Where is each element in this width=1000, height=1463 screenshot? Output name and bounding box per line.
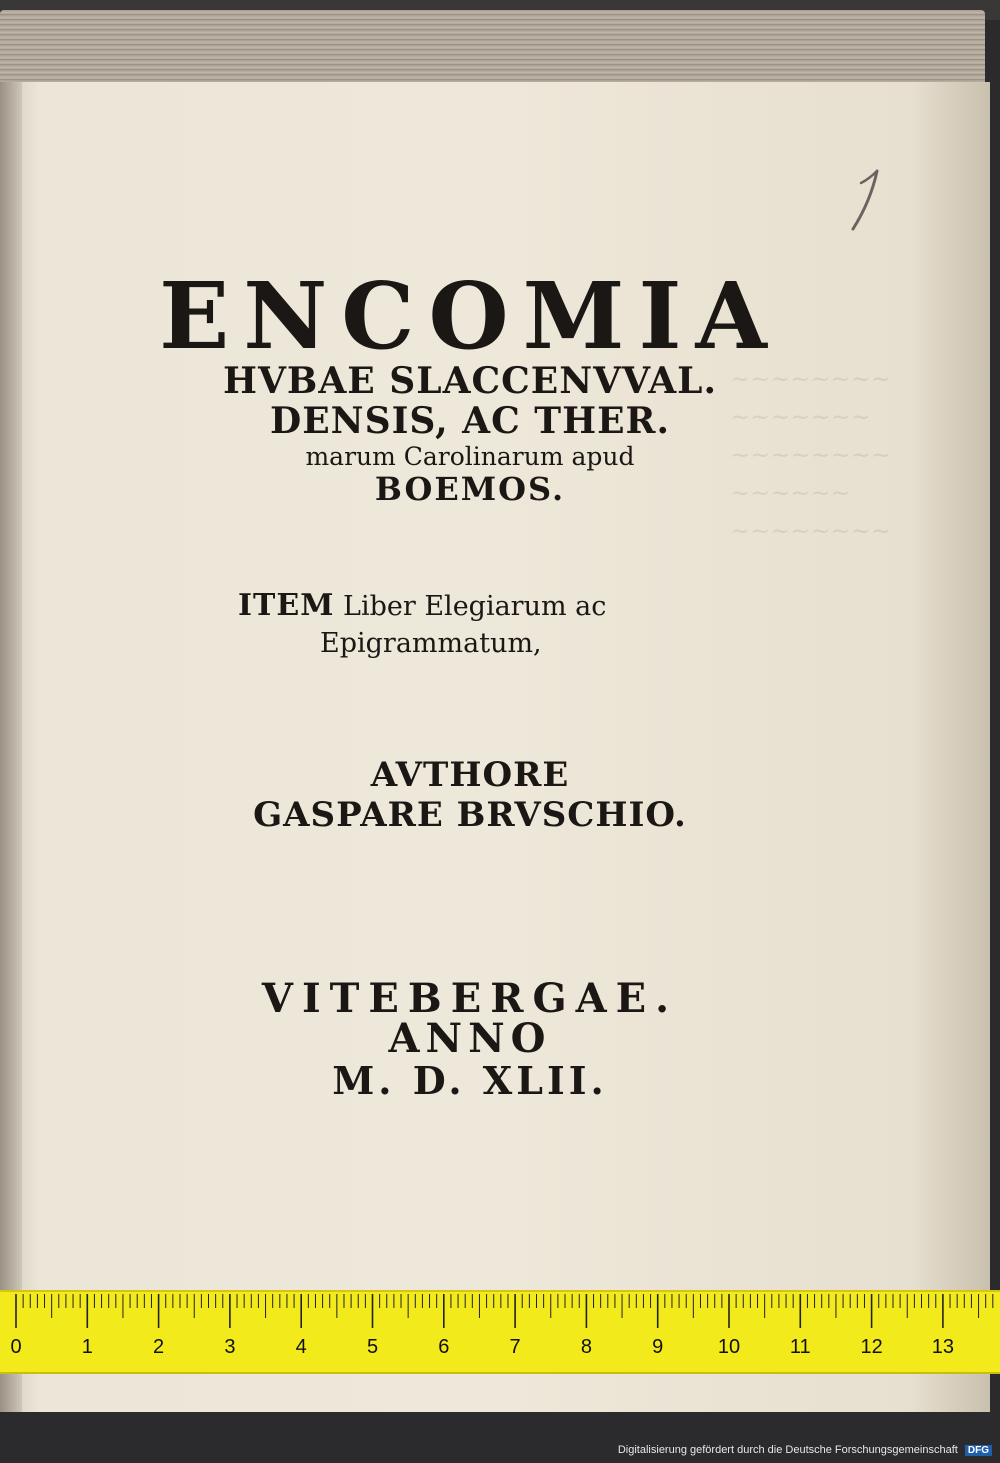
item-rest: Liber Elegiarum ac xyxy=(343,591,607,622)
pencil-folio-mark xyxy=(835,165,895,235)
imprint-place: VITEBERGAE. xyxy=(261,975,679,1022)
ruler-label: 2 xyxy=(153,1336,165,1358)
imprint-anno: ANNO xyxy=(388,1015,552,1062)
subtitle-line-3: marum Carolinarum apud xyxy=(305,442,635,471)
author-label: AVTHORE xyxy=(370,755,570,795)
subtitle-line-4: BOEMOS. xyxy=(374,470,566,508)
credit-text: Digitalisierung gefördert durch die Deutsche Forschungsgemeinschaft xyxy=(617,1444,958,1456)
item-line-1 xyxy=(238,588,606,623)
book-spine xyxy=(0,82,22,1412)
ruler-label: 11 xyxy=(789,1336,811,1358)
bleed-through-text: ~~~~~~~~ ~~~~~~~ ~~~~~~~~ ~~~~~~ ~~~~~~~~ xyxy=(730,365,891,545)
ruler-label: 9 xyxy=(652,1336,664,1358)
book-title: ENCOMIA xyxy=(159,262,781,370)
dfg-logo: DFG xyxy=(965,1445,992,1456)
ruler-label: 7 xyxy=(509,1336,521,1358)
measurement-ruler xyxy=(0,1290,1000,1374)
ruler-ticks xyxy=(0,1292,1000,1372)
ruler-label: 13 xyxy=(931,1336,955,1358)
imprint-year: M. D. XLII. xyxy=(332,1058,608,1103)
ruler-label: 8 xyxy=(580,1336,592,1358)
subtitle-line-2: DENSIS, AC THER. xyxy=(270,400,670,442)
digitization-credit xyxy=(618,1444,992,1456)
ruler-label: 0 xyxy=(10,1336,22,1358)
subtitle-line-1: HVBAE SLACCENVVAL. xyxy=(222,360,717,402)
author-name: GASPARE BRVSCHIO. xyxy=(253,795,687,835)
ruler-label: 6 xyxy=(438,1336,450,1358)
ruler-label: 5 xyxy=(366,1336,379,1358)
item-lead-word: ITEM xyxy=(238,588,335,623)
ruler-label: 1 xyxy=(81,1336,93,1358)
item-line-2: Epigrammatum, xyxy=(320,628,542,659)
ruler-label: 4 xyxy=(295,1336,307,1358)
ruler-label: 12 xyxy=(860,1336,883,1358)
ruler-label: 10 xyxy=(717,1336,741,1358)
ruler-label: 3 xyxy=(224,1336,236,1358)
